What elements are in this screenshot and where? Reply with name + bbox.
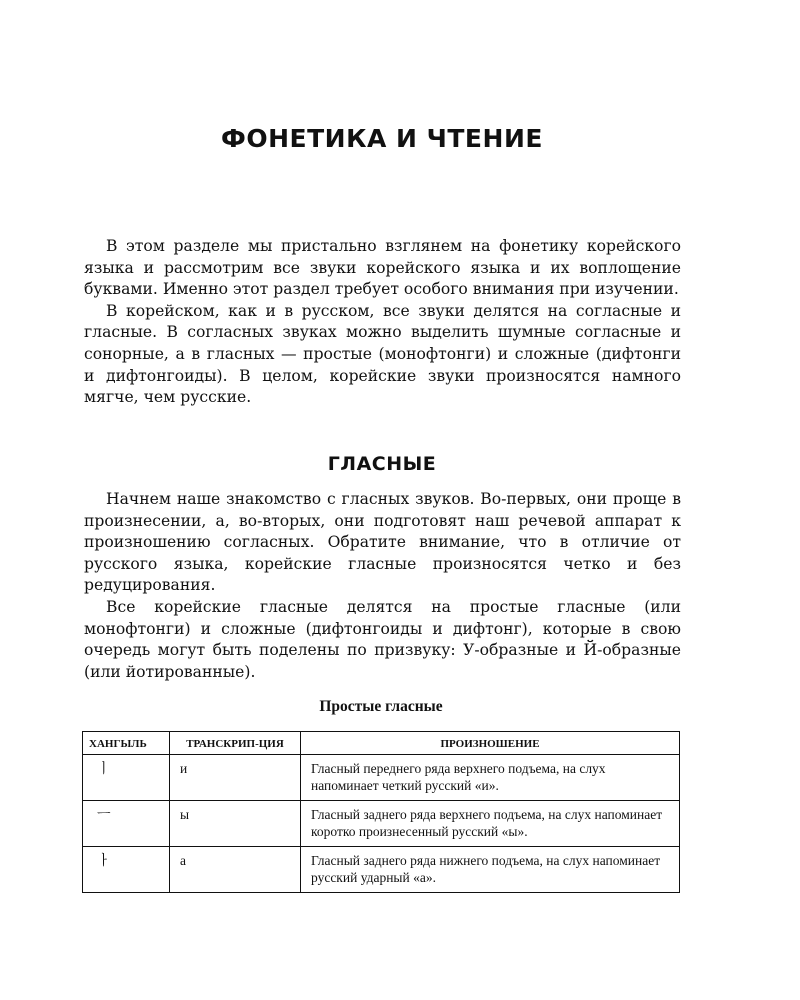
- simple-vowels-table: [82, 731, 680, 893]
- pronunciation-cell: Гласный заднего ряда верхнего подъема, на слух напоминает коротко произнесенный русский «ы».: [301, 801, 680, 847]
- header-hangul: ХАНГЫЛЬ: [83, 732, 170, 755]
- vowels-text: [84, 489, 681, 683]
- table-row: [83, 755, 680, 801]
- transcription-cell: и: [170, 755, 301, 801]
- vowels-paragraph: Начнем наше знакомство с гласных звуков. Во-первых, они проще в произнесении, а, во-вторых, они подготовят наш речевой аппарат к произношению согласных. Обратите внимание, что в отличие от русского языка, корейские гласные произносятся четко и без редуцирования.: [84, 490, 681, 595]
- table-row: [83, 801, 680, 847]
- hangul-cell: ㅡ: [83, 801, 170, 847]
- intro-paragraph: В этом разделе мы пристально взглянем на фонетику корейского языка и рассмотрим все звуки корейского языка и их воплощение буквами. Именно этот раздел требует особого внимания при изучении.: [84, 237, 681, 299]
- transcription-cell: ы: [170, 801, 301, 847]
- table-caption: Простые гласные: [319, 698, 443, 715]
- table-header-row: [83, 732, 680, 755]
- header-pronunciation: ПРОИЗНОШЕНИЕ: [301, 732, 680, 755]
- transcription-cell: а: [170, 847, 301, 893]
- page-title: ФОНЕТИКА И ЧТЕНИЕ: [221, 124, 543, 153]
- intro-text: [84, 236, 681, 409]
- vowels-paragraph: Все корейские гласные делятся на простые гласные (или монофтонги) и сложные (дифтонгоиды и дифтонг), которые в свою очередь могут быть поделены по призвуку: У-образные и Й-образные (или йотированные).: [84, 597, 681, 681]
- pronunciation-cell: Гласный заднего ряда нижнего подъема, на слух напоминает русский ударный «а».: [301, 847, 680, 893]
- intro-paragraph: В корейском, как и в русском, все звуки делятся на согласные и гласные. В согласных звуках можно выделить шумные согласные и сонорные, а в гласных — простые (монофтонги) и сложные (дифтонги и дифтонгоиды). В целом, корейские звуки произносятся намного мягче, чем русские.: [84, 301, 681, 407]
- pronunciation-cell: Гласный переднего ряда верхнего подъема, на слух напоминает четкий русский «и».: [301, 755, 680, 801]
- hangul-cell: ㅏ: [83, 847, 170, 893]
- hangul-cell: ㅣ: [83, 755, 170, 801]
- table-row: [83, 847, 680, 893]
- header-transcription: ТРАНСКРИП-ЦИЯ: [170, 732, 301, 755]
- section-heading-vowels: ГЛАСНЫЕ: [327, 453, 437, 475]
